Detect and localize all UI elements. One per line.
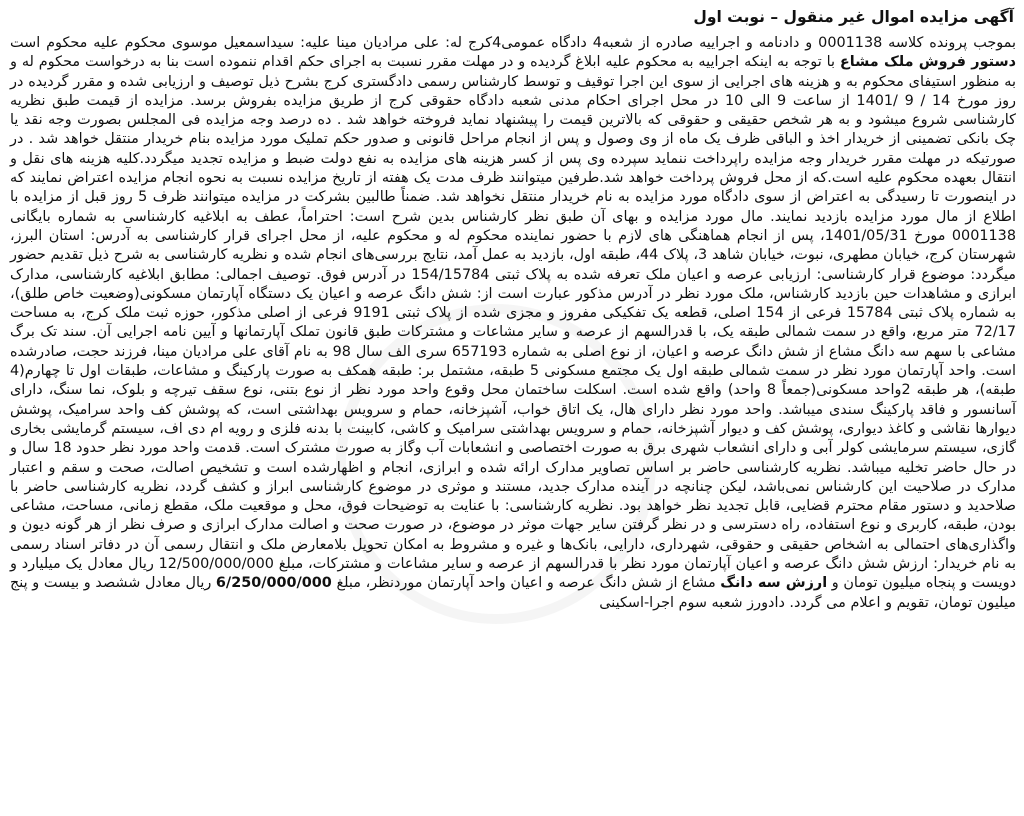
body-bold-sale-order: دستور فروش ملک مشاع — [839, 54, 1016, 71]
document-page — [6, 4, 1018, 812]
body-part-2: با توجه به اینکه اجراییه به محکوم علیه ابلاغ گردیده و در مهلت مقرر نسبت به اجرای حکم اقدام ننموده است بنا به درخواست محکوم له و به منظور استیفای محکوم به و هزینه های اجرایی از سوی این اجرا توقیف و توسط کارشناس رسمی دادگستری کرج بشرح ذیل توصیف و ارزیابی شده و مقرر گردیده در روز مورخ 14 / 9 /1401 از ساعت 9 الی 10 در محل اجرای احکام مدنی شعبه دادگاه حقوقی کرج از طریق مزایده بفروش برسد. مزایده از قیمت طبق نظریه کارشناسی شروع میشود و به هر شخص حقیقی و حقوقی که بالاترین قیمت را پیشنهاد نماید فروخته خواهد شد . ده درصد وجه مزایده فی المجلس بصورت وجه نقد یا چک بانکی تضمینی از خریدار اخذ و الباقی ظرف یک ماه از وی وصول و پس از انجام مراحل قانونی و صدور حکم تملیک مورد مزایده بنام خریدار منتقل خواهد شد . در صورتیکه در مهلت مقرر خریدار وجه مزایده راپرداخت ننماید سپرده وی پس از کسر هزینه های مزایده به نفع دولت ضبط و مزایده تجدید میگردد.کلیه هزینه های نقل و انتقال بعهده محکوم علیه است.که از محل فروش پرداخت خواهد شد.طرفین میتوانند ظرف مدت یک هفته از تاریخ مزایده نسبت به نحوه انجام مزایده اعتراض نمایند که در اینصورت تا رسیدگی به اعتراض از سوی دادگاه مورد مزایده به نام خریدار منتقل نخواهد شد. ضمناً طالبین بشرکت در مزایده میتوانند ظرف 5 روز قبل از مزایده با اطلاع از مال مورد مزایده بازدید نمایند. مال مورد مزایده و بهای آن طبق نظر کارشناس بدین شرح است: احتراماً، عطف به ابلاغیه کارشناسی به شماره بایگانی 0001138 مورخ 1401/05/31، پس از انجام هماهنگی های لازم با حضور نماینده محکوم له و محکوم علیه، از محل اجرای قرار کارشناسی به آدرس: استان البرز، شهرستان کرج، خیابان مطهری، نبوت، خیابان شاهد 3، پلاک 44، طبقه اول، بازدید به عمل آمد، نتایج بررسی‌های انجام شده و نظریه کارشناسی به شرح ذیل تقدیم حضور میگردد: موضوع قرار کارشناسی: ارزیابی عرصه و اعیان ملک تعرفه شده به پلاک ثبتی 154/15784 در آدرس فوق. توصیف اجمالی: مطابق ابلاغیه کارشناسی، مدارک ابرازی و مشاهدات حین بازدید کارشناس، ملک مورد نظر در آدرس مذکور عبارت است از: شش دانگ عرصه و اعیان یک دستگاه آپارتمان مسکونی(وضعیت خاص طلق)، به شماره پلاک ثبتی 15784 فرعی از 154 اصلی، قطعه یک تفکیکی مفروز و مجزی شده از پلاک ثبتی 9191 فرعی از اصلی مذکور، حوزه ثبت ملک کرج، به مساحت 72/17 متر مربع، واقع در سمت شمالی طبقه یک، با قدرالسهم از عرصه و سایر مشاعات و مشترکات طبق قانون تملک آپارتمانها و آیین نامه اجرایی آن. سند تک برگ مشاعی با سهم سه دانگ مشاع از شش دانگ عرصه و اعیان، از نوع اصلی به شماره 657193 سری الف سال 98 به نام آقای علی مرادیان مینا، فرزند حجت، صادرشده است. واحد آپارتمان مورد نظر در سمت شمالی طبقه اول یک مجتمع مسکونی 5 طبقه، مشتمل بر: طبقه همکف به صورت پارکینگ و مشاعات، طبقات اول تا چهارم(4 طبقه)، هر طبقه 2واحد مسکونی(جمعاً 8 واحد) واقع شده است. اسکلت ساختمان محل وقوع واحد مورد نظر از نوع بتنی، نوع سقف تیرچه و بلوک، نما سنگ، دارای آسانسور و فاقد پارکینگ سندی میباشد. واحد مورد نظر دارای هال، یک اتاق خواب، آشپزخانه، حمام و سرویس بهداشتی است، که پوشش کف واحد سرامیک، پوشش دیوارها نقاشی و کاغذ دیواری، پوشش کف و دیوار آشپزخانه، حمام و سرویس بهداشتی سرامیک و کاشی، کابینت با بدنه فلزی و رویه ام دی اف، سیستم گرمایشی بخاری گازی، سیستم سرمایشی کولر آبی و دارای انشعاب شهری برق به صورت اختصاصی و انشعابات آب وگاز به صورت مشترک است. قدمت واحد مورد نظر حدود 18 سال و در حال حاضر تخلیه میباشد. نظریه کارشناسی حاضر بر اساس تصاویر مدارک ارائه شده و ابرازی، انجام و اظهارشده است و تشخیص اصالت، صحت و سقم و اعتبار مدارک در صلاحیت این کارشناس نمی‌باشد، لیکن چنانچه در آینده مدارک جدید، مستند و موثری در موضوع کارشناسی ابراز و کشف گردد، نظریه کارشناسی حاضر با صلاحدید و دستور مقام محترم قضایی، قابل تجدید نظر خواهد بود. نظریه کارشناسی: با عنایت به توضیحات فوق، محل و موقعیت ملک، مقطع زمانی، مساحت، مشاعی بودن، طبقه، کاربری و نوع استفاده، راه دسترسی و در نظر گرفتن سایر جهات موثر در موضوع، در صورت صحت و اصالت مدارک ابرازی و صرف نظر از هر گونه دیون و واگذاری‌های احتمالی به اشخاص حقیقی و حقوقی، شهرداری، دارایی، بانک‌ها و غیره و مشروط به امکان تحویل بلامعارض ملک و انتقال رسمی آن در دفاتر اسناد رسمی به نام خریدار: ارزش شش دانگ عرصه و اعیان آپارتمان مورد نظر با قدرالسهم از عرصه و سایر مشاعات و مشترکات، مبلغ 12/500/000/000 ریال معادل یک میلیارد و دویست و پنجاه میلیون تومان و — [10, 54, 1017, 592]
body-part-3: مشاع از شش دانگ عرصه و اعیان واحد آپارتمان موردنظر، مبلغ — [331, 575, 721, 592]
notice-body — [6, 34, 1018, 613]
body-bold-amount: 6/250/000/000 — [215, 575, 332, 592]
body-part-4: ریال معادل ششصد و بیست و پنج میلیون تومان، تقویم و اعلام می گردد. دادورز شعبه سوم اجرا-اسکینی — [10, 575, 1016, 611]
body-part-1: بموجب پرونده کلاسه 0001138 و دادنامه و اجراییه صادره از شعبه4 دادگاه عمومی4کرج له: علی مرادیان مینا علیه: سیداسمعیل موسوی محکوم علیه محکوم است — [10, 35, 1016, 51]
notice-title: آگهی مزایده اموال غیر منقول – نوبت اول — [693, 8, 1014, 26]
body-bold-three-dang: ارزش سه دانگ — [720, 575, 828, 592]
